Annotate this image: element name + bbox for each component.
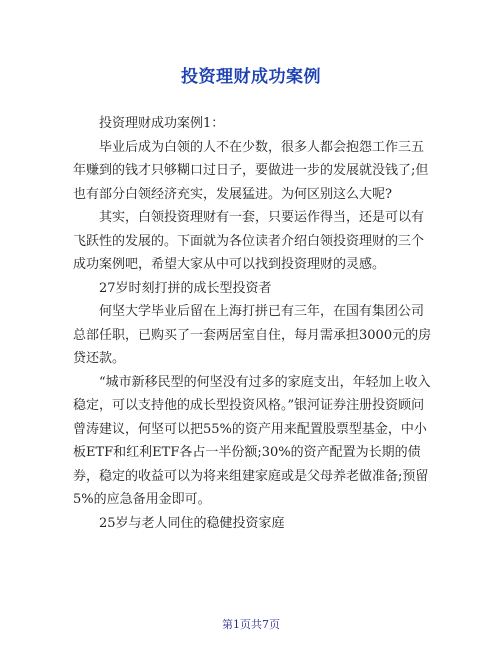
page-footer: 第1页共7页 (222, 618, 280, 631)
paragraph-hejian-background: 何坚大学毕业后留在上海打拼已有三年，在国有集团公司总部任职，已购买了一套两居室自住，每月需承担3000元的房贷还款。 (73, 304, 432, 366)
document-title: 投资理财成功案例 (181, 67, 321, 87)
document-body (73, 112, 433, 535)
paragraph-overview: 其实，白领投资理财有一套，只要运作得当，还是可以有飞跃性的发展的。下面就为各位读者介绍白领投资理财的三个成功案例吧，希望大家从中可以找到投资理财的灵感。 (73, 210, 425, 272)
paragraph-advice: “城市新移民型的何坚没有过多的家庭支出，年轻加上收入稳定，可以支持他的成长型投资风格。”银河证券注册投资顾问曾涛建议，何坚可以把55%的资产用来配置股票型基金，中小板ETF和红利ETF各占一半份额;30%的资产配置为长期的债券，稳定的收益可以为将来组建家庭或是父母养老做准备;预留5%的应急备用金即可。 (73, 374, 431, 507)
section-heading-27: 27岁时刻打拼的成长型投资者 (99, 280, 272, 296)
paragraph-intro: 毕业后成为白领的人不在少数，很多人都会抱怨工作三五年赚到的钱才只够糊口过日子，要做进一步的发展就没钱了;但也有部分白领经济充实，发展猛进。为何区别这么大呢? (73, 139, 429, 202)
paragraph-case-heading: 投资理财成功案例1： (99, 116, 225, 131)
section-heading-25: 25岁与老人同住的稳健投资家庭 (99, 515, 285, 531)
